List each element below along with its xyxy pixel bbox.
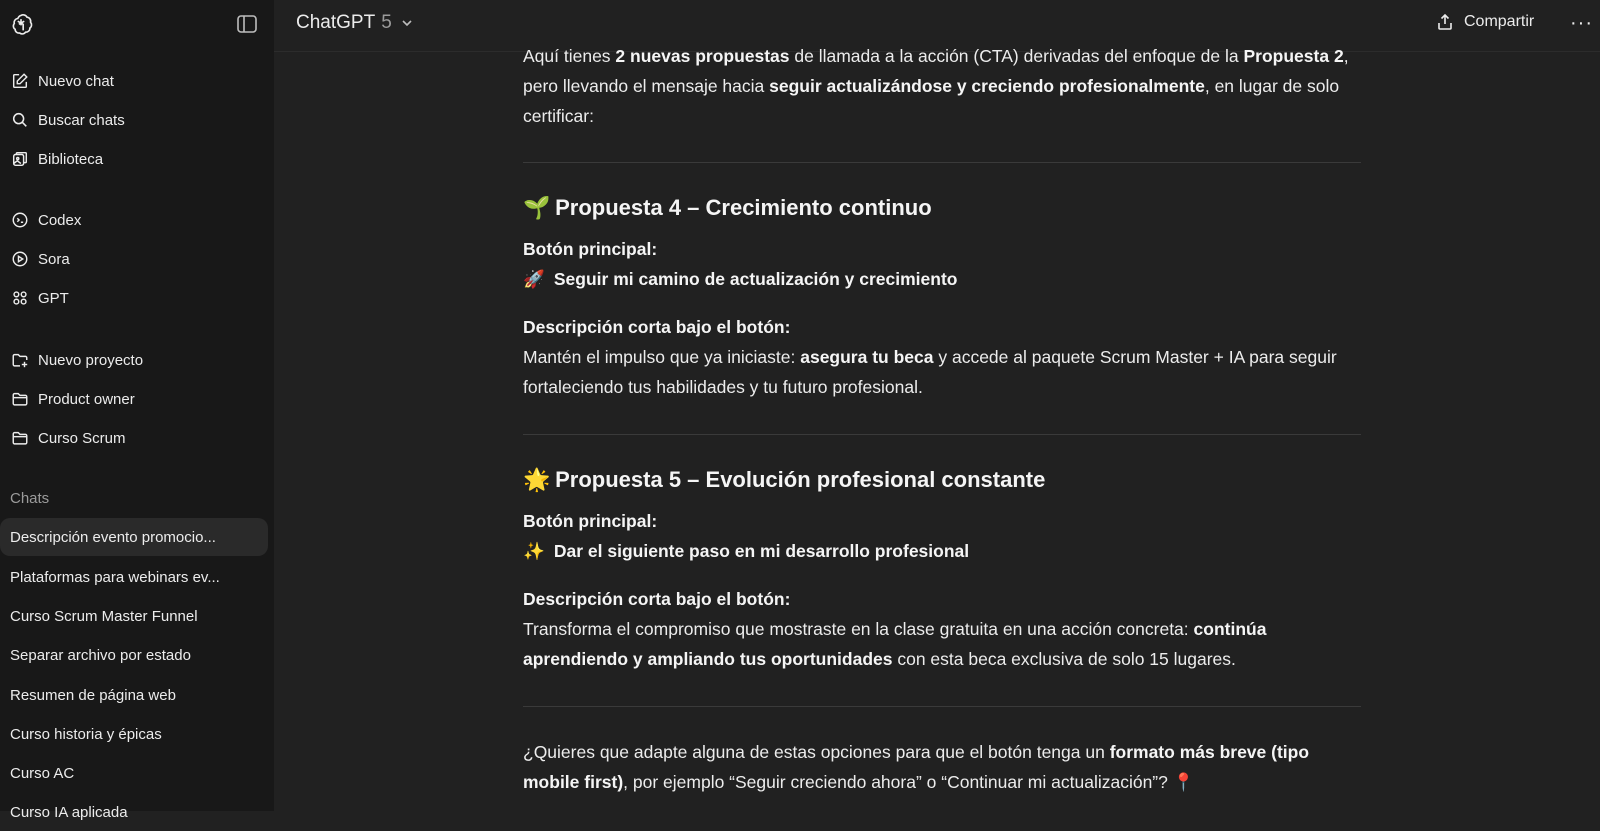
chat-item[interactable]: Descripción evento promocio... [0, 518, 268, 556]
chat-item[interactable]: Curso IA aplicada [10, 803, 128, 821]
nav-codex[interactable] [0, 202, 268, 238]
nav-new-chat[interactable] [0, 63, 268, 99]
nav-library-label: Biblioteca [38, 150, 104, 168]
sparkles-icon: ✨ [523, 541, 545, 561]
proposal-4-button-text: 🚀 Seguir mi camino de actualización y crecimiento [523, 264, 1353, 294]
more-options-button[interactable]: ··· [1570, 12, 1593, 34]
nav-project-curso-scrum[interactable] [0, 420, 268, 456]
codex-icon [10, 210, 30, 230]
chevron-down-icon [400, 16, 414, 30]
chat-item[interactable]: Curso historia y épicas [10, 725, 162, 743]
chat-item[interactable]: Resumen de página web [10, 686, 176, 704]
nav-sora-label: Sora [38, 250, 70, 268]
share-label: Compartir [1464, 13, 1535, 30]
nav-codex-label: Codex [38, 211, 82, 229]
proposal-4-button-label: Botón principal: [523, 239, 658, 259]
chat-item[interactable]: Curso AC [10, 764, 75, 782]
model-name: ChatGPT [296, 12, 376, 33]
chat-item[interactable]: Separar archivo por estado [10, 646, 191, 664]
library-icon [10, 149, 30, 169]
nav-new-chat-label: Nuevo chat [38, 72, 114, 90]
divider [523, 706, 1361, 707]
edit-icon [10, 71, 30, 91]
nav-gpt-label: GPT [38, 289, 69, 307]
proposal-5-description-label: Descripción corta bajo el botón: [523, 589, 791, 609]
glowing-star-icon: 🌟 [523, 467, 551, 492]
nav-library[interactable] [0, 141, 268, 177]
divider [523, 162, 1361, 163]
folder-icon [10, 389, 30, 409]
nav-project-product-owner-label: Product owner [38, 390, 135, 408]
search-icon [10, 110, 30, 130]
openai-logo-icon[interactable] [8, 12, 34, 38]
nav-project-curso-scrum-label: Curso Scrum [38, 429, 126, 447]
nav-new-project-label: Nuevo proyecto [38, 351, 144, 369]
proposal-5-description: Transforma el compromiso que mostraste en la clase gratuita en una acción concreta: continúa aprendiendo y ampliando tus oportunidades con esta beca exclusiva de solo 15 lugares. [523, 619, 1267, 669]
sidebar-top [0, 0, 274, 48]
share-icon [1436, 13, 1454, 31]
grid-icon [10, 288, 30, 308]
sidebar-toggle-icon[interactable] [236, 14, 258, 34]
nav-gpt[interactable] [0, 280, 268, 316]
model-selector[interactable] [296, 12, 414, 34]
pin-icon: 📍 [1172, 772, 1195, 792]
proposal-4-heading: 🌱 Propuesta 4 – Crecimiento continuo [523, 193, 932, 223]
sidebar [0, 0, 274, 821]
chat-item[interactable]: Plataformas para webinars ev... [10, 568, 220, 586]
nav-project-product-owner[interactable] [0, 381, 268, 417]
play-circle-icon [10, 249, 30, 269]
intro-paragraph: Aquí tienes 2 nuevas propuestas de llamada a la acción (CTA) derivadas del enfoque de la Propuesta 2, pero llevando el mensaje hacia seguir actualizándose y creciendo profesionalmente, en lugar de solo certificar: [523, 46, 1349, 126]
proposal-4-description-label: Descripción corta bajo el botón: [523, 317, 791, 337]
model-version: 5 [381, 12, 392, 33]
proposal-5-heading: 🌟 Propuesta 5 – Evolución profesional constante [523, 465, 1045, 495]
divider [523, 434, 1361, 435]
proposal-5-button-text: ✨ Dar el siguiente paso en mi desarrollo profesional [523, 536, 1353, 566]
folder-plus-icon [10, 350, 30, 370]
share-button[interactable] [1436, 13, 1534, 31]
folder-icon [10, 428, 30, 448]
nav-search-chats[interactable] [0, 102, 268, 138]
nav-search-chats-label: Buscar chats [38, 111, 125, 129]
proposal-5-button-label: Botón principal: [523, 511, 658, 531]
seedling-icon: 🌱 [523, 195, 551, 220]
proposal-4-description: Mantén el impulso que ya iniciaste: asegura tu beca y accede al paquete Scrum Master + IA para seguir fortaleciendo tus habilidades y tu futuro profesional. [523, 347, 1337, 397]
nav-sora[interactable] [0, 241, 268, 277]
closing-question: ¿Quieres que adapte alguna de estas opciones para que el botón tenga un formato más breve (tipo mobile first), por ejemplo “Seguir creciendo ahora” o “Continuar mi actualización”? 📍 [523, 742, 1310, 792]
chat-item[interactable]: Curso Scrum Master Funnel [10, 607, 198, 625]
nav-new-project[interactable] [0, 342, 268, 378]
chats-section-label: Chats [10, 490, 50, 507]
rocket-icon: 🚀 [523, 269, 545, 289]
